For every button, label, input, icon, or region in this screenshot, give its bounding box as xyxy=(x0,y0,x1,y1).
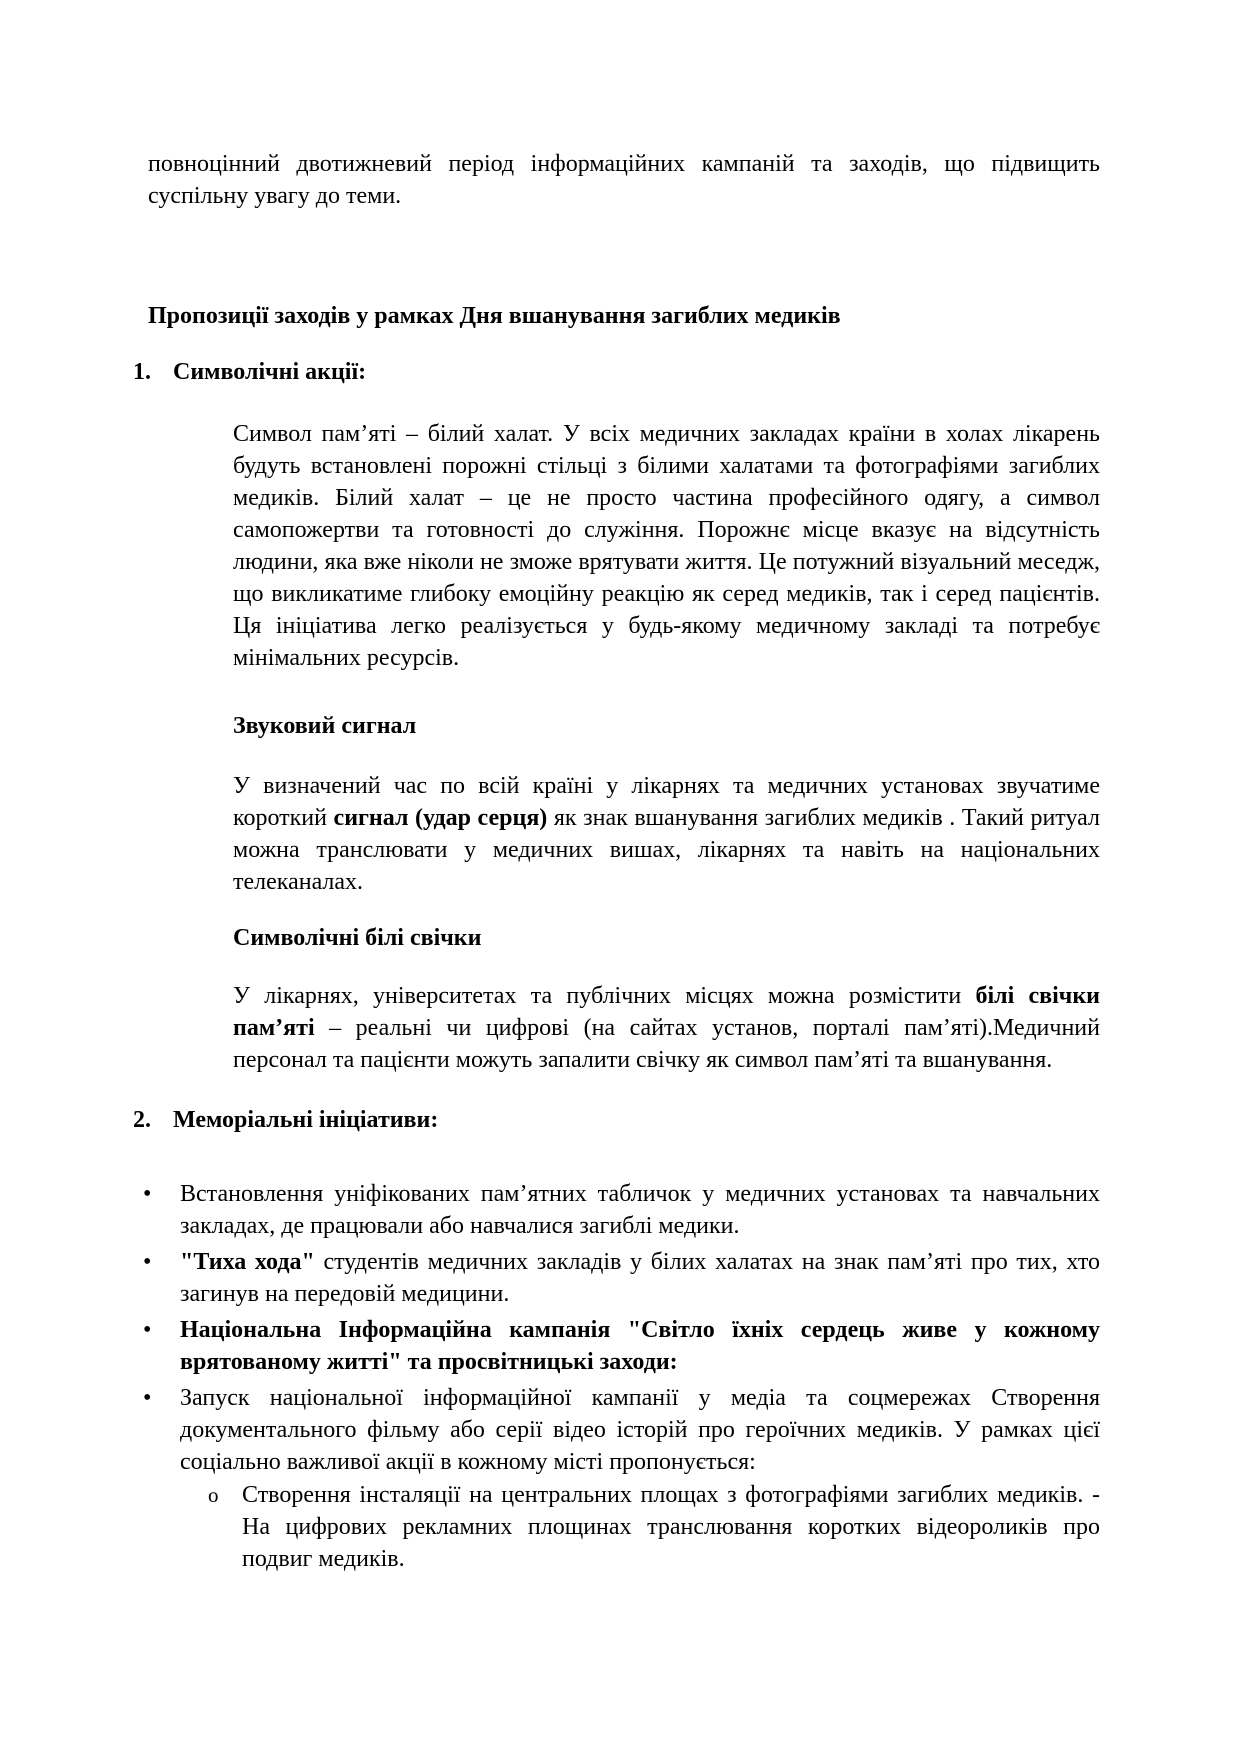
bullet-list xyxy=(143,1178,1100,1575)
document-title: Пропозиції заходів у рамках Дня вшанування загиблих медиків xyxy=(148,303,841,329)
bullet-text-main: Запуск національної інформаційної кампанії у медіа та соцмережах Створення документального фільму або серії відео історій про героїчних медиків. У рамках цієї соціально важливої акції в кожному місті пропонується: xyxy=(180,1385,1100,1475)
bullet-text: Встановлення уніфікованих пам’ятних табличок у медичних установах та навчальних закладах, де працювали або навчалися загиблі медики. xyxy=(180,1181,1100,1239)
bullet-item xyxy=(143,1314,1100,1378)
bullet-marker: • xyxy=(143,1317,152,1343)
list-number: 1. xyxy=(133,359,151,385)
bullet-marker: • xyxy=(143,1385,152,1411)
list-number: 2. xyxy=(133,1107,151,1133)
bullet-item xyxy=(143,1382,1100,1575)
bullet-item xyxy=(143,1178,1100,1242)
paragraph-white-candles: У лікарнях, університетах та публічних місцях можна розмістити білі свічки пам’яті – реальні чи цифрові (на сайтах установ, порталі пам’яті).Медичний персонал та пацієнти можуть запалити свічку як символ пам’яті та вшанування. xyxy=(233,983,1100,1073)
sub-bullet-marker: o xyxy=(208,1483,219,1507)
bullet-item xyxy=(143,1246,1100,1310)
paragraph-white-coat: Символ пам’яті – білий халат. У всіх медичних закладах країни в холах лікарень будуть встановлені порожні стільці з білими халатами та фотографіями загиблих медиків. Білий халат – це не просто частина професійного одягу, а символ самопожертви та готовності до служіння. Порожнє місце вказує на відсутність людини, яка вже ніколи не зможе врятувати життя. Це потужний візуальний меседж, що викликатиме глибоку емоційну реакцію як серед медиків, так і серед пацієнтів. Ця ініціатива легко реалізується у будь-якому медичному закладі та потребує мінімальних ресурсів. xyxy=(233,421,1100,671)
intro-paragraph: повноцінний двотижневий період інформаційних кампаній та заходів, що підвищить суспільну увагу до теми. xyxy=(148,151,1100,209)
list-label: Меморіальні ініціативи: xyxy=(173,1107,439,1133)
bullet-marker: • xyxy=(143,1249,152,1275)
sub-bullet-item xyxy=(208,1479,1100,1575)
bullet-text: "Тиха хода" студентів медичних закладів у білих халатах на знак пам’яті про тих, хто загинув на передовій медицини. xyxy=(180,1249,1100,1307)
bullet-text: Національна Інформаційна кампанія "Світло їхніх сердець живе у кожному врятованому житті" та просвітницькі заходи: xyxy=(180,1317,1100,1375)
sub-bullet-text: Створення інсталяції на центральних площах з фотографіями загиблих медиків. - На цифрових рекламних площинах транслювання коротких відеороликів про подвиг медиків. xyxy=(242,1482,1100,1572)
numbered-item-2 xyxy=(133,1104,1100,1136)
bullet-text xyxy=(180,1382,1100,1575)
bullet-marker: • xyxy=(143,1181,152,1207)
list-label: Символічні акції: xyxy=(173,359,367,385)
paragraph-sound-signal: У визначений час по всій країні у лікарнях та медичних установах звучатиме короткий сигнал (удар серця) як знак вшанування загиблих медиків . Такий ритуал можна транслювати у медичних вишах, лікарнях та навіть на національних телеканалах. xyxy=(233,773,1100,895)
numbered-item-1 xyxy=(133,356,1100,388)
subheading-white-candles: Символічні білі свічки xyxy=(233,925,482,951)
subheading-sound-signal: Звуковий сигнал xyxy=(233,713,417,739)
